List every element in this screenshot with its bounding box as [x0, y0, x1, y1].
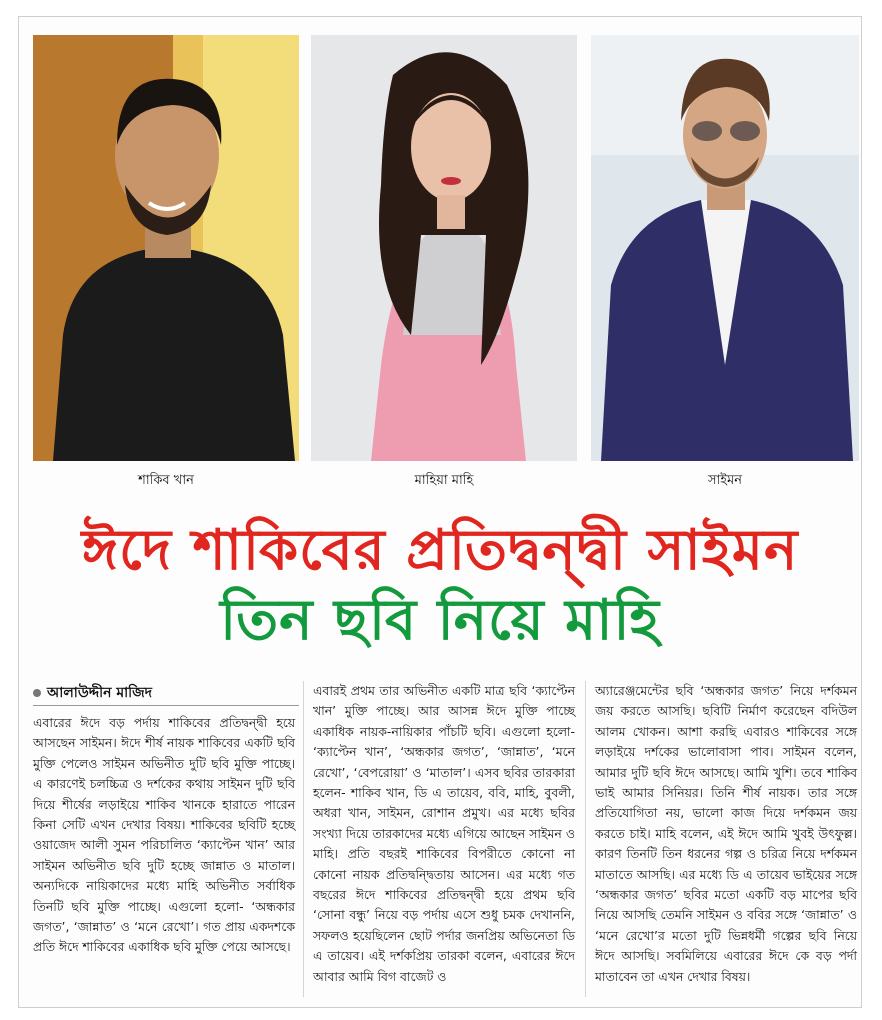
newspaper-clipping: [18, 16, 862, 1008]
divider: [33, 705, 299, 706]
photo-caption: মাহিয়া মাহি: [414, 473, 474, 488]
bullet-icon: [33, 689, 41, 697]
column-divider: [585, 681, 586, 997]
photo-simon: [591, 35, 859, 461]
photo-mahiya-mahi: [311, 35, 577, 461]
headline-secondary: তিন ছবি নিয়ে মাহি: [220, 588, 660, 653]
column-divider: [303, 681, 304, 997]
photo-shakib-khan: [33, 35, 299, 461]
article-column: অ্যারেঞ্জমেন্টের ছবি ‘অন্ধকার জগত’ নিয়ে দর্শকমন জয় করতে আসছি। ছবিটি নির্মাণ করেছেন বদিউল আলম খোকন। আশা করছি এবারও শাকিবের সঙ্গে লড়াইয়ে দর্শকের ভালোবাসা পাব। সাইমন বলেন, আমার দুটি ছবি ঈদে আসছে। আমি খুশি। তবে শাকিব ভাই আমার সিনিয়র। তিনি শীর্ষ নায়ক। তার সঙ্গে প্রতিযোগিতা নয়, ভালো কাজ দিয়ে দর্শকমন জয় করতে চাই। মাহি বলেন, এই ঈদে আমি খুবই উৎফুল্ল। কারণ তিনটি তিন ধরনের গল্প ও চরিত্র নিয়ে দর্শকমন মাতাতে আসছি। এর মধ্যে ডি এ তায়েব ভাইয়ের সঙ্গে ‘অন্ধকার জগত’ ছবির মতো একটি বড় মাপের ছবি নিয়ে আসছি তেমনি সাইমন ও ববির সঙ্গে ‘জান্নাত’ ও ‘মনে রেখো’র মতো দুটি ভিন্নধর্মী গল্পের ছবি নিয়ে ঈদে আসছি। সবমিলিয়ে এবারের ঈদে কে বড় পর্দা মাতাবেন তা এখন দেখার বিষয়।: [595, 683, 857, 984]
article-column: এবারের ঈদে বড় পর্দায় শাকিবের প্রতিদ্বন্দ্বী হয়ে আসছেন সাইমন। ঈদে শীর্ষ নায়ক শাকিবের একটি ছবি মুক্তি পেলেও সাইমন অভিনীত দুটি ছবি মুক্তি পাচ্ছে। এ কারণেই চলচ্চিত্র ও দর্শকের কথায় সাইমন দুটি ছবি দিয়ে শীর্ষের লড়াইয়ে শাকিব খানকে হারাতে পারেন কিনা সেটি এখন দেখার বিষয়। শাকিবের ছবিটি হচ্ছে ওয়াজেদ আলী সুমন পরিচালিত ‘ক্যাপ্টেন খান’ আর সাইমন অভিনীত ছবি দুটি হচ্ছে জান্নাত ও মাতাল। অন্যদিকে নায়িকাদের মধ্যে মাহি অভিনীত সর্বাধিক তিনটি ছবি মুক্তি পাচ্ছে। এগুলো হলো- ‘অন্ধকার জগত’, ‘জান্নাত’ ও ‘মনে রেখো’। গত প্রায় একদশকে প্রতি ঈদে শাকিবের একাধিক ছবি মুক্তি পেয়ে আসছে।: [33, 715, 295, 955]
author-name: আলাউদ্দীন মাজিদ: [47, 685, 153, 701]
headline-primary: ঈদে শাকিবের প্রতিদ্বন্দ্বী সাইমন: [81, 518, 799, 583]
byline: [33, 681, 152, 705]
article-column: এবারই প্রথম তার অভিনীত একটি মাত্র ছবি ‘ক্যাপ্টেন খান’ মুক্তি পাচ্ছে। আর আসন্ন ঈদে মুক্তি পাচ্ছে একাধিক নায়ক-নায়িকার পাঁচটি ছবি। এগুলো হলো- ‘ক্যাপ্টেন খান’, ‘অন্ধকার জগত’, ‘জান্নাত’, ‘মনে রেখো’, ‘বেপরোয়া’ ও ‘মাতাল’। এসব ছবির তারকারা হলেন- শাকিব খান, ডি এ তায়েব, ববি, মাহি, বুবলী, অধরা খান, সাইমন, রোশান প্রমুখ। এর মধ্যে ছবির সংখ্যা দিয়ে তারকাদের মধ্যে এগিয়ে আছেন সাইমন ও মাহি। প্রতি বছরই শাকিবের বিপরীতে কোনো না কোনো নায়ক প্রতিদ্বন্দ্বিতায় আসেন। এর মধ্যে গত বছরের ঈদে শাকিবের প্রতিদ্বন্দ্বী হয়ে প্রথম ছবি ‘সোনা বন্ধু’ নিয়ে বড় পর্দায় এসে শুধু চমক দেখাননি, সফলও হয়েছিলেন ছোট পর্দার জনপ্রিয় অভিনেতা ডি এ তায়েব। এই দর্শকপ্রিয় তারকা বলেন, এবারের ঈদে আবার আমি বিগ বাজেট ও: [313, 683, 575, 984]
photo-caption: সাইমন: [707, 473, 743, 488]
photo-caption: শাকিব খান: [138, 473, 194, 488]
